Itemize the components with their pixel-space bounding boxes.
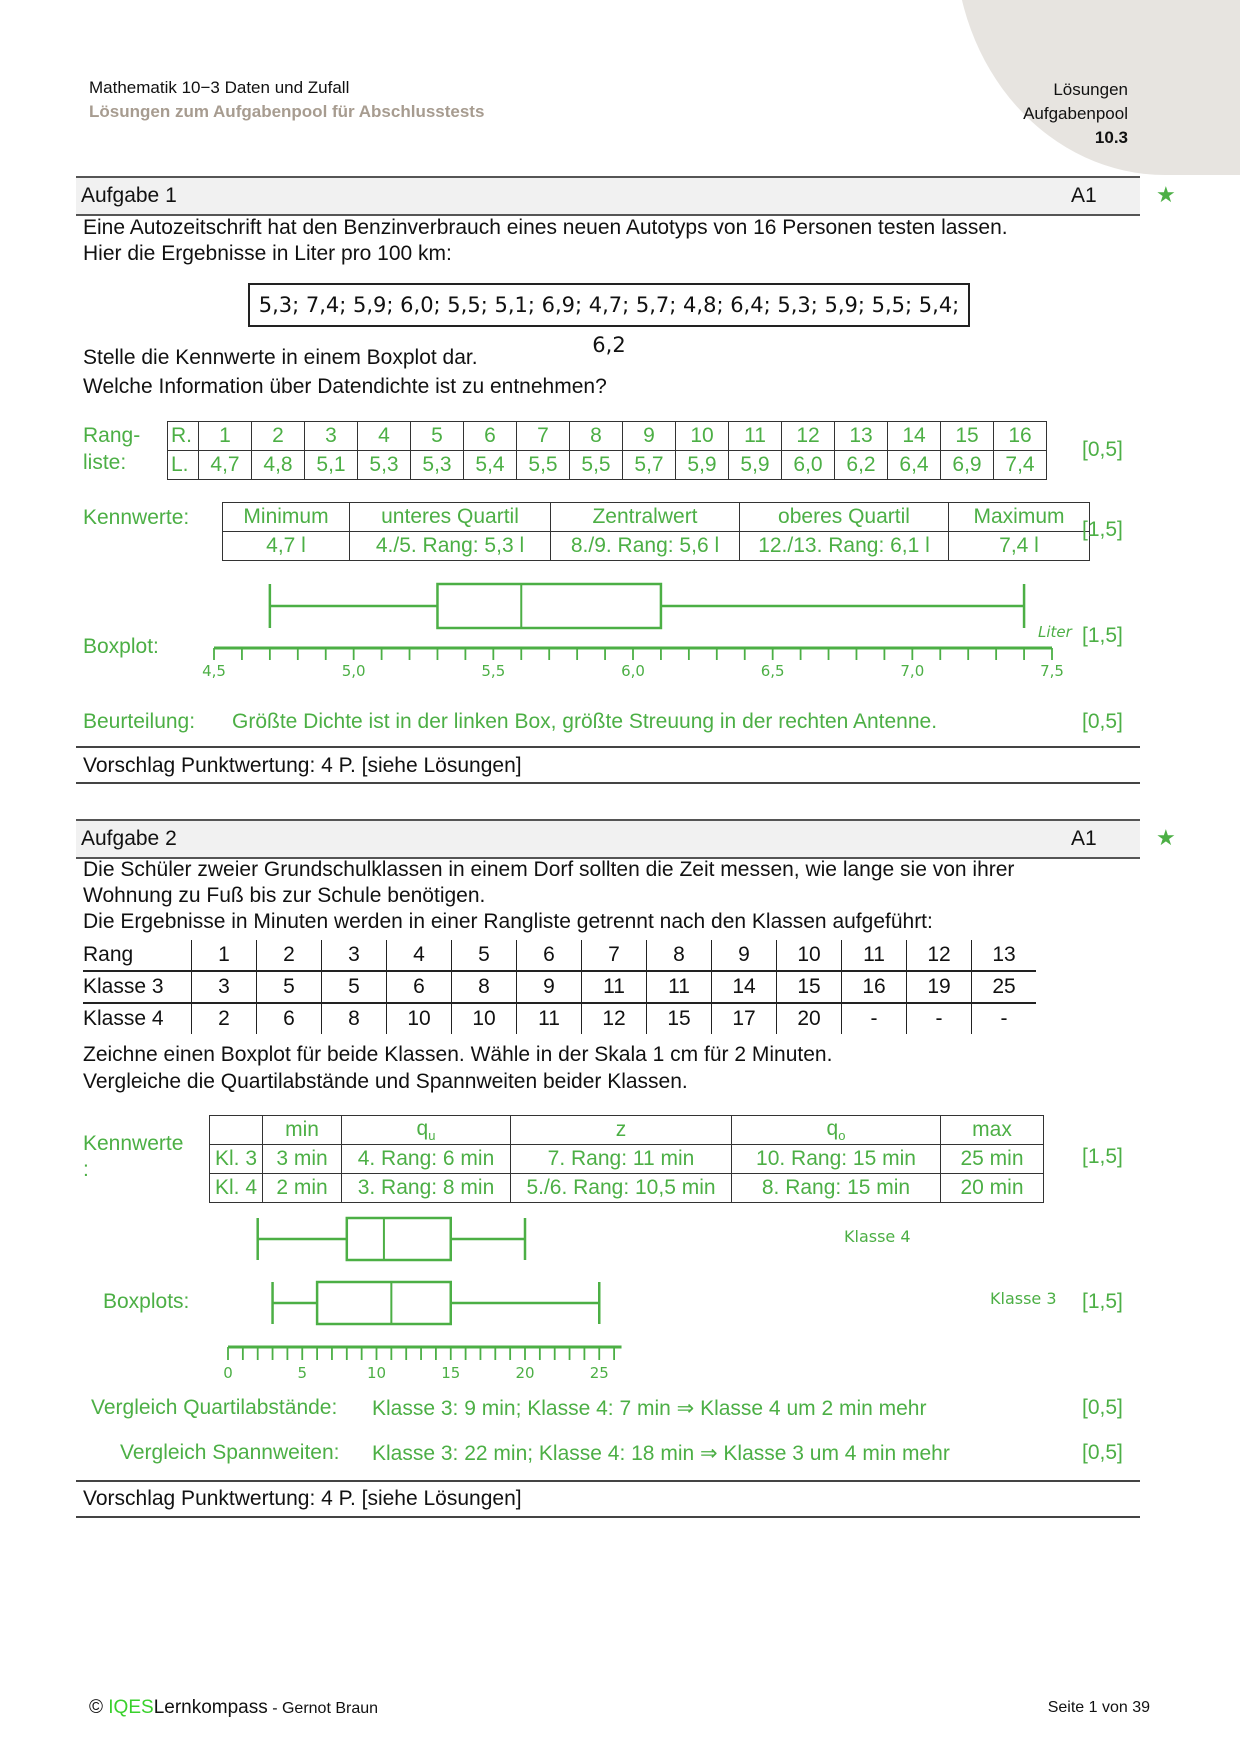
cmp1-points: [0,5] <box>1082 1396 1123 1419</box>
kennwerte2-cell: 2 min <box>263 1174 342 1203</box>
liter-cell: 6,4 <box>888 451 941 480</box>
kennwerte2-cell: 3. Rang: 8 min <box>342 1174 511 1203</box>
rank-table-cell: 11 <box>517 1003 582 1034</box>
kennwerte2-header <box>342 1116 511 1145</box>
star-icon: ★ <box>1156 825 1176 850</box>
brand-iqes: IQES <box>108 1697 154 1718</box>
task2-intro3: Die Ergebnisse in Minuten werden in einer Rangliste getrennt nach den Klassen aufgeführt: <box>83 910 933 933</box>
cmp1-label: Vergleich Quartilabstände: <box>91 1396 338 1419</box>
rank-table-cell: 6 <box>257 1003 322 1034</box>
rank-cell: 2 <box>252 422 305 451</box>
rank-cell: 6 <box>464 422 517 451</box>
kennwerte2-header <box>732 1116 941 1145</box>
axis-tick-label: 7,0 <box>900 662 925 680</box>
rank-table-cell: 4 <box>387 940 452 971</box>
task2-question2: Vergleiche die Quartilabstände und Spannweiten beider Klassen. <box>83 1070 688 1093</box>
kennwerte-value-row <box>223 532 1090 561</box>
task2-rank-table <box>83 940 1036 1034</box>
rank-table-label: Rang <box>83 940 192 971</box>
rank-table-cell: 20 <box>777 1003 842 1034</box>
rank-cell: 7 <box>517 422 570 451</box>
kennwerte-header: Minimum <box>223 503 350 532</box>
rank-cell: 11 <box>729 422 782 451</box>
kennwerte2-cell: 7. Rang: 11 min <box>511 1145 732 1174</box>
kennwerte2-header <box>210 1116 263 1145</box>
kennwerte2-row <box>210 1174 1044 1203</box>
klasse4-label: Klasse 4 <box>844 1227 911 1246</box>
liter-header: L. <box>168 451 199 480</box>
rank-table-cell: 12 <box>582 1003 647 1034</box>
rank-table-cell: 9 <box>712 940 777 971</box>
axis-tick-label: 10 <box>366 1364 387 1380</box>
liter-cell: 6,0 <box>782 451 835 480</box>
boxplot-points: [1,5] <box>1082 624 1123 647</box>
rank-table-cell: - <box>907 1003 972 1034</box>
axis-tick-label: 25 <box>589 1364 609 1380</box>
rank-table-cell: 10 <box>777 940 842 971</box>
cmp1-text: Klasse 3: 9 min; Klasse 4: 7 min ⇒ Klasse 4 um 2 min mehr <box>372 1397 927 1420</box>
boxplot-chart-1 <box>0 570 1240 680</box>
rank-cell: 12 <box>782 422 835 451</box>
rank-table-cell: 25 <box>972 971 1037 1003</box>
kennwerte2-cell: 5./6. Rang: 10,5 min <box>511 1174 732 1203</box>
task1-level: A1 <box>1071 184 1097 207</box>
rank-table-cell: 13 <box>972 940 1037 971</box>
axis-tick-label: 20 <box>515 1364 535 1380</box>
kennwerte2-cell: 20 min <box>941 1174 1044 1203</box>
kennwerte2-header-sub: u <box>428 1128 436 1144</box>
task1-question2: Welche Information über Datendichte ist zu entnehmen? <box>83 375 607 398</box>
axis-tick-label: 7,5 <box>1040 662 1064 680</box>
rank-table-cell: 6 <box>517 940 582 971</box>
rangliste-label-2: liste: <box>83 451 127 474</box>
beurteilung-label: Beurteilung: <box>83 710 196 733</box>
rank-table-cell: 8 <box>322 1003 387 1034</box>
liter-cell: 4,8 <box>252 451 305 480</box>
axis-tick-label: 6,5 <box>760 662 785 680</box>
boxplot-label: Boxplot: <box>83 635 159 658</box>
kennwerte2-cell: 25 min <box>941 1145 1044 1174</box>
kennwerte-header-row <box>223 503 1090 532</box>
cmp2-label: Vergleich Spannweiten: <box>120 1441 340 1464</box>
rank-cell: 13 <box>835 422 888 451</box>
kennwerte-points: [1,5] <box>1082 518 1123 541</box>
liter-cell: 5,4 <box>464 451 517 480</box>
rank-table-label: Klasse 3 <box>83 971 192 1003</box>
kennwerte2-header-q: q <box>416 1116 429 1140</box>
box-klasse3-box <box>317 1282 451 1324</box>
header-right-line2: Aufgabenpool <box>1023 104 1128 123</box>
rank-table-cell: 11 <box>582 971 647 1003</box>
divider <box>76 746 1140 748</box>
axis-tick-label: 5,5 <box>481 662 506 680</box>
beurteilung-text: Größte Dichte ist in der linken Box, größte Streuung in der rechten Antenne. <box>232 710 938 733</box>
rank-table-cell: 9 <box>517 971 582 1003</box>
rank-table-cell: 17 <box>712 1003 777 1034</box>
liter-cell: 5,5 <box>570 451 623 480</box>
footer-author: - Gernot Braun <box>267 1700 379 1717</box>
liter-cell: 5,3 <box>358 451 411 480</box>
kennwerte2-header: max <box>941 1116 1044 1145</box>
kennwerte2-header: min <box>263 1116 342 1145</box>
kennwerte2-header: z <box>511 1116 732 1145</box>
axis-tick-label: 0 <box>223 1364 233 1380</box>
task2-question1: Zeichne einen Boxplot für beide Klassen. Wähle in der Skala 1 cm für 2 Minuten. <box>83 1043 833 1066</box>
liter-cell: 5,1 <box>305 451 358 480</box>
kennwerte2-cell: 8. Rang: 15 min <box>732 1174 941 1203</box>
rank-cell: 5 <box>411 422 464 451</box>
rank-table-cell: 3 <box>192 971 257 1003</box>
kennwerte2-cell: 4. Rang: 6 min <box>342 1145 511 1174</box>
klasse3-label: Klasse 3 <box>990 1289 1057 1308</box>
rank-table-cell: 11 <box>647 971 712 1003</box>
kennwerte2-header-row <box>210 1116 1044 1145</box>
liter-row <box>168 451 1047 480</box>
header-right-line1: Lösungen <box>1053 80 1128 99</box>
rank-table-cell: 19 <box>907 971 972 1003</box>
beurteilung-points: [0,5] <box>1082 710 1123 733</box>
rank-cell: 14 <box>888 422 941 451</box>
axis-tick-label: 15 <box>441 1364 461 1380</box>
rank-table-row <box>83 1003 1036 1034</box>
kennwerte2-table <box>209 1115 1044 1203</box>
rank-table-cell: 16 <box>842 971 907 1003</box>
task2-intro1: Die Schüler zweier Grundschulklassen in einem Dorf sollten die Zeit messen, wie lange sie von ihrer <box>83 858 1015 881</box>
liter-cell: 5,7 <box>623 451 676 480</box>
kennwerte2-label: Kennwerte <box>83 1132 184 1155</box>
rank-table-label: Klasse 4 <box>83 1007 164 1030</box>
header-right-line3: 10.3 <box>1094 128 1128 147</box>
axis-tick-label: 6,0 <box>621 662 645 680</box>
divider <box>76 1516 1140 1518</box>
rank-cell: 10 <box>676 422 729 451</box>
task1-title: Aufgabe 1 <box>81 184 177 207</box>
rank-table-cell: 15 <box>647 1003 712 1034</box>
task2-header <box>76 819 1176 859</box>
axis-tick-label: 5 <box>297 1364 308 1380</box>
kennwerte-value: 8./9. Rang: 5,6 l <box>551 532 740 561</box>
doc-subject: Mathematik 10−3 Daten und Zufall <box>89 78 350 97</box>
kennwerte2-cell: Kl. 4 <box>210 1174 263 1203</box>
rank-table-cell: 8 <box>647 940 712 971</box>
rank-table-cell: 1 <box>192 940 257 971</box>
liter-cell: 6,9 <box>941 451 994 480</box>
kennwerte2-cell: 3 min <box>263 1145 342 1174</box>
boxplots-points: [1,5] <box>1082 1290 1123 1313</box>
rang-header: R. <box>168 422 199 451</box>
kennwerte-header: Maximum <box>949 503 1090 532</box>
rank-table-cell: 10 <box>452 1003 517 1034</box>
liter-cell: 5,9 <box>676 451 729 480</box>
brand-lernkompass: Lernkompass <box>153 1697 268 1718</box>
rank-cell: 1 <box>199 422 252 451</box>
liter-cell: 5,3 <box>411 451 464 480</box>
rank-cell: 16 <box>994 422 1047 451</box>
rank-cell: 9 <box>623 422 676 451</box>
rank-table-cell: 12 <box>907 940 972 971</box>
liter-cell: 4,7 <box>199 451 252 480</box>
task1-intro1: Eine Autozeitschrift hat den Benzinverbrauch eines neuen Autotyps von 16 Personen testen lassen. <box>83 216 1008 239</box>
axis-tick-label: 5,0 <box>341 662 366 680</box>
kennwerte-table <box>222 502 1090 561</box>
doc-header-right <box>1023 78 1128 150</box>
rang-row <box>168 422 1047 451</box>
rangliste-table <box>167 421 1047 480</box>
box-klasse4-box <box>347 1218 451 1260</box>
rank-cell: 15 <box>941 422 994 451</box>
rank-table-cell: 5 <box>257 971 322 1003</box>
rangliste-points: [0,5] <box>1082 438 1123 461</box>
rank-table-cell: 5 <box>452 940 517 971</box>
task1-score: Vorschlag Punktwertung: 4 P. [siehe Lösungen] <box>83 754 522 777</box>
rank-table-row <box>83 940 1036 971</box>
rank-table-cell: 15 <box>777 971 842 1003</box>
kennwerte2-cell: Kl. 3 <box>210 1145 263 1174</box>
task1-data-box: 5,3; 7,4; 5,9; 6,0; 5,5; 5,1; 6,9; 4,7; 5,7; 4,8; 6,4; 5,3; 5,9; 5,5; 5,4; 6,2 <box>248 283 970 327</box>
axis-tick-label: 4,5 <box>202 662 226 680</box>
kennwerte-value: 4./5. Rang: 5,3 l <box>350 532 551 561</box>
cmp2-text: Klasse 3: 22 min; Klasse 4: 18 min ⇒ Klasse 3 um 4 min mehr <box>372 1442 950 1465</box>
rank-table-cell: - <box>842 1003 907 1034</box>
rank-cell: 4 <box>358 422 411 451</box>
boxplot-chart-2 <box>0 1200 1240 1380</box>
rank-table-cell: 7 <box>582 940 647 971</box>
liter-cell: 5,5 <box>517 451 570 480</box>
star-icon: ★ <box>1156 182 1176 207</box>
kennwerte2-label-colon: : <box>83 1158 89 1181</box>
kennwerte-value: 12./13. Rang: 6,1 l <box>740 532 949 561</box>
rank-table-cell: 11 <box>842 940 907 971</box>
task2-title: Aufgabe 2 <box>81 827 177 850</box>
rank-cell: 8 <box>570 422 623 451</box>
rank-table-row <box>83 971 1036 1003</box>
kennwerte-header: oberes Quartil <box>740 503 949 532</box>
kennwerte-header: unteres Quartil <box>350 503 551 532</box>
kennwerte2-header-sub: o <box>838 1128 846 1144</box>
kennwerte-label: Kennwerte: <box>83 506 190 529</box>
kennwerte2-cell: 10. Rang: 15 min <box>732 1145 941 1174</box>
axis-unit-label: Liter <box>1038 623 1072 641</box>
rangliste-label-1: Rang- <box>83 424 141 447</box>
divider <box>76 782 1140 784</box>
rank-table-cell: 6 <box>387 971 452 1003</box>
rank-table-cell: - <box>972 1003 1037 1034</box>
task2-level: A1 <box>1071 827 1097 850</box>
kennwerte-value: 7,4 l <box>949 532 1090 561</box>
copyright-icon: © <box>89 1697 103 1718</box>
footer-brand <box>89 1697 378 1719</box>
kennwerte2-row <box>210 1145 1044 1174</box>
rank-table-cell: 3 <box>322 940 387 971</box>
task2-score: Vorschlag Punktwertung: 4 P. [siehe Lösungen] <box>83 1487 522 1510</box>
box1-box <box>437 584 660 628</box>
rank-table-cell: 14 <box>712 971 777 1003</box>
rank-cell: 3 <box>305 422 358 451</box>
doc-subtitle: Lösungen zum Aufgabenpool für Abschlusstests <box>89 102 485 121</box>
divider <box>76 1480 1140 1482</box>
rank-table-cell: 5 <box>322 971 387 1003</box>
cmp2-points: [0,5] <box>1082 1441 1123 1464</box>
rank-table-cell: 2 <box>192 1003 257 1034</box>
task1-question1: Stelle die Kennwerte in einem Boxplot dar. <box>83 346 478 369</box>
task1-intro2: Hier die Ergebnisse in Liter pro 100 km: <box>83 242 452 265</box>
rank-table-cell: 8 <box>452 971 517 1003</box>
liter-cell: 5,9 <box>729 451 782 480</box>
liter-cell: 6,2 <box>835 451 888 480</box>
boxplots-label: Boxplots: <box>103 1290 190 1313</box>
liter-cell: 7,4 <box>994 451 1047 480</box>
page-number: Seite 1 von 39 <box>1047 1699 1150 1716</box>
kennwerte2-points: [1,5] <box>1082 1145 1123 1168</box>
kennwerte2-header-q: q <box>826 1116 839 1140</box>
kennwerte-header: Zentralwert <box>551 503 740 532</box>
task2-intro2: Wohnung zu Fuß bis zur Schule benötigen. <box>83 884 486 907</box>
rank-table-cell: 10 <box>387 1003 452 1034</box>
rank-table-cell: 2 <box>257 940 322 971</box>
task1-header <box>76 176 1176 216</box>
kennwerte-value: 4,7 l <box>223 532 350 561</box>
